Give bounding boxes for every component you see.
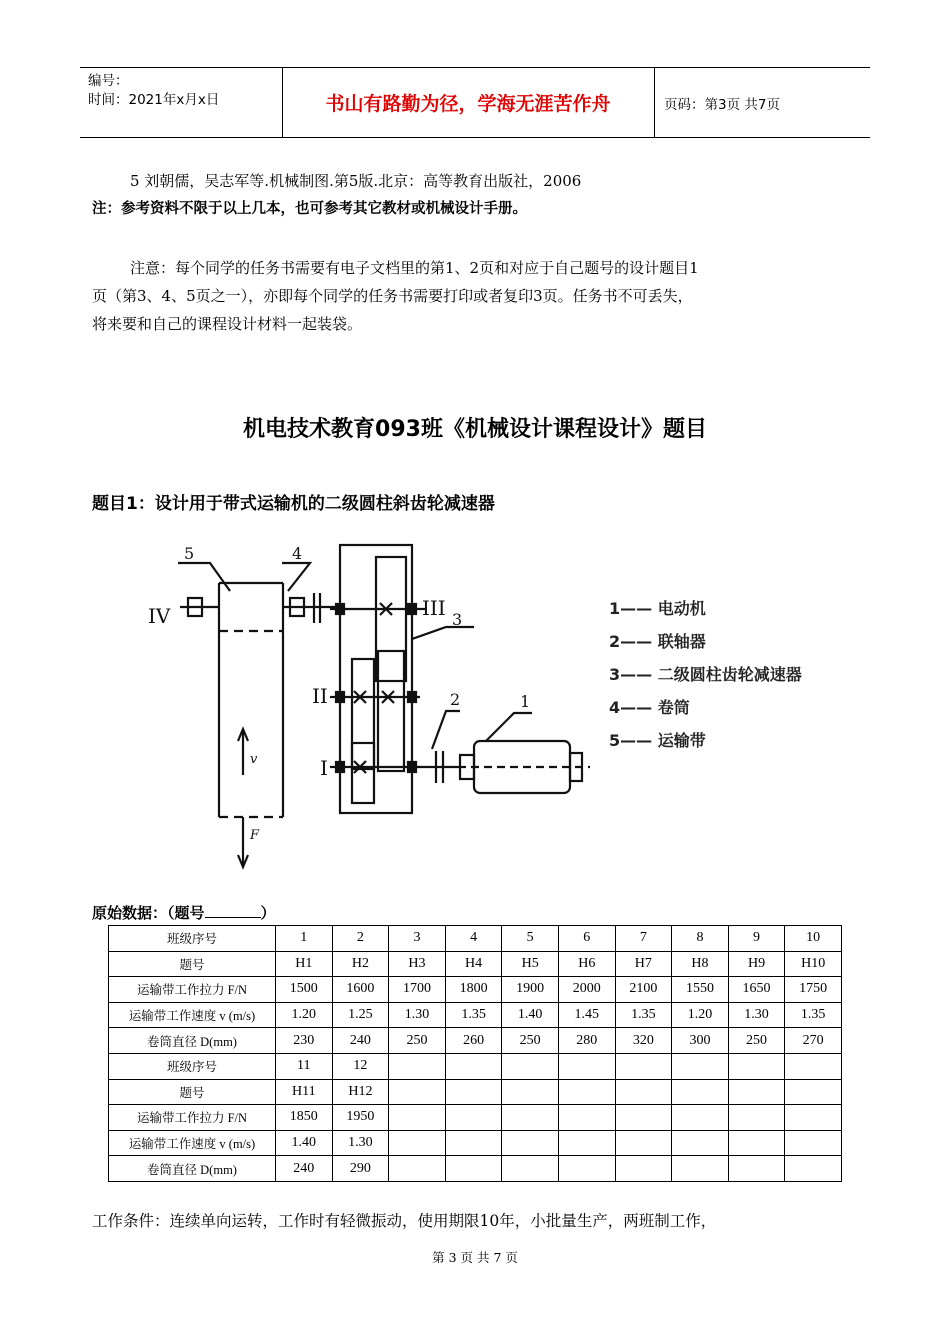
serial-label: 编号：: [88, 73, 129, 89]
table-cell: H3: [389, 951, 446, 977]
table-cell: [615, 1079, 672, 1105]
header-meta: [88, 72, 219, 110]
force-row: [109, 1105, 842, 1131]
parameters-table: [108, 925, 842, 1182]
label-5: 5: [184, 544, 195, 563]
table-cell: 1500: [276, 977, 333, 1003]
page-footer: 第 3 页 共 7 页: [432, 1250, 518, 1265]
table-cell: 1.20: [276, 1002, 333, 1028]
table-cell: 11: [276, 1053, 333, 1079]
table-cell: H10: [785, 951, 842, 977]
leader-4: [282, 563, 310, 591]
legend-item: 2—— 联轴器: [609, 632, 706, 651]
table-cell: H8: [672, 951, 729, 977]
row-label: 题号: [109, 951, 276, 977]
label-2: 2: [450, 690, 461, 709]
table-cell: [558, 1053, 615, 1079]
table-cell: H2: [332, 951, 389, 977]
table-cell: 1950: [332, 1105, 389, 1131]
table-cell: H7: [615, 951, 672, 977]
table-cell: 1.35: [445, 1002, 502, 1028]
table-cell: [445, 1053, 502, 1079]
table-cell: 1.35: [785, 1002, 842, 1028]
table-cell: [389, 1079, 446, 1105]
table-cell: 1550: [672, 977, 729, 1003]
table-cell: 1900: [502, 977, 559, 1003]
table-cell: [615, 1156, 672, 1182]
table-cell: H6: [558, 951, 615, 977]
table-cell: 2: [332, 926, 389, 952]
leader-5: [178, 563, 230, 591]
table-cell: 250: [389, 1028, 446, 1054]
legend-item: 1—— 电动机: [609, 599, 706, 618]
table-cell: [389, 1130, 446, 1156]
table-cell: 8: [672, 926, 729, 952]
row-label: 题号: [109, 1079, 276, 1105]
table-cell: [558, 1079, 615, 1105]
table-cell: H1: [276, 951, 333, 977]
label-shaft-III: III: [422, 596, 446, 620]
table-cell: 3: [389, 926, 446, 952]
notice-line-2: 页（第3、4、5页之一），亦即每个同学的任务书需要打印或者复印3页。任务书不可丢失，: [92, 287, 693, 305]
table-cell: 270: [785, 1028, 842, 1054]
row-label: 运输带工作拉力 F/N: [109, 977, 276, 1003]
header-divider: [654, 68, 655, 137]
header-page-info: 页码：第3页 共7页: [664, 96, 780, 113]
class-no-row: [109, 1053, 842, 1079]
table-cell: 12: [332, 1053, 389, 1079]
table-cell: 250: [728, 1028, 785, 1054]
label-shaft-II: II: [312, 684, 328, 708]
label-shaft-I: I: [320, 756, 328, 780]
table-cell: H4: [445, 951, 502, 977]
label-3: 3: [452, 610, 463, 629]
table-cell: 1.30: [332, 1130, 389, 1156]
diameter-row: [109, 1028, 842, 1054]
table-cell: [672, 1105, 729, 1131]
table-cell: [615, 1105, 672, 1131]
legend-item: 5—— 运输带: [609, 731, 706, 750]
speed-row: [109, 1130, 842, 1156]
table-cell: 240: [276, 1156, 333, 1182]
topic-number-blank: [205, 903, 261, 918]
data-section-label: [92, 902, 276, 923]
topic-1-title: 题目1：设计用于带式运输机的二级圆柱斜齿轮减速器: [92, 494, 495, 514]
table-cell: [558, 1105, 615, 1131]
speed-row: [109, 1002, 842, 1028]
table-cell: [445, 1079, 502, 1105]
table-cell: [728, 1079, 785, 1105]
row-label: 运输带工作速度 v (m/s): [109, 1002, 276, 1028]
table-cell: 260: [445, 1028, 502, 1054]
table-cell: [502, 1079, 559, 1105]
table-cell: 6: [558, 926, 615, 952]
row-label: 运输带工作速度 v (m/s): [109, 1130, 276, 1156]
table-cell: 1850: [276, 1105, 333, 1131]
topic-no-row: [109, 951, 842, 977]
table-cell: [502, 1105, 559, 1131]
table-cell: [558, 1130, 615, 1156]
label-1: 1: [520, 692, 531, 711]
table-cell: 10: [785, 926, 842, 952]
table-cell: [502, 1156, 559, 1182]
table-cell: 1800: [445, 977, 502, 1003]
label-shaft-IV: IV: [148, 604, 171, 628]
label-F: F: [250, 828, 260, 843]
label-4: 4: [292, 544, 303, 563]
table-cell: 240: [332, 1028, 389, 1054]
data-label-text: 原始数据：（题号: [92, 904, 205, 922]
table-cell: 1.30: [389, 1002, 446, 1028]
table-cell: [672, 1156, 729, 1182]
row-label: 班级序号: [109, 926, 276, 952]
table-cell: [785, 1053, 842, 1079]
table-cell: 280: [558, 1028, 615, 1054]
table-cell: 1700: [389, 977, 446, 1003]
page-title: 机电技术教育093班《机械设计课程设计》题目: [243, 417, 707, 442]
table-cell: [785, 1105, 842, 1131]
table-cell: [672, 1079, 729, 1105]
table-cell: [728, 1130, 785, 1156]
date-label: 时间：2021年x月x日: [88, 92, 220, 108]
table-cell: [445, 1130, 502, 1156]
table-cell: [445, 1156, 502, 1182]
table-cell: [672, 1130, 729, 1156]
table-cell: 1.25: [332, 1002, 389, 1028]
leader-1: [486, 713, 532, 741]
table-cell: 1.45: [558, 1002, 615, 1028]
work-conditions: 工作条件：连续单向运转，工作时有轻微振动，使用期限10年，小批量生产，两班制工作，: [92, 1212, 717, 1230]
table-cell: H5: [502, 951, 559, 977]
legend-item: 4—— 卷筒: [609, 698, 690, 717]
table-cell: [502, 1053, 559, 1079]
table-cell: [672, 1053, 729, 1079]
row-label: 卷筒直径 D(mm): [109, 1028, 276, 1054]
table-cell: 1600: [332, 977, 389, 1003]
table-cell: 5: [502, 926, 559, 952]
table-cell: [502, 1130, 559, 1156]
diameter-row: [109, 1156, 842, 1182]
notice-line-3: 将来要和自己的课程设计材料一起装袋。: [92, 315, 363, 333]
row-label: 班级序号: [109, 1053, 276, 1079]
table-cell: [728, 1053, 785, 1079]
table-cell: 320: [615, 1028, 672, 1054]
table-cell: 250: [502, 1028, 559, 1054]
table-cell: 1650: [728, 977, 785, 1003]
table-cell: 7: [615, 926, 672, 952]
table-cell: [615, 1130, 672, 1156]
page-header: [80, 67, 870, 138]
table-cell: 1.20: [672, 1002, 729, 1028]
reference-note: 注：参考资料不限于以上几本，也可参考其它教材或机械设计手册。: [92, 201, 527, 217]
table-cell: 1.40: [276, 1130, 333, 1156]
table-cell: [728, 1156, 785, 1182]
table-cell: 1: [276, 926, 333, 952]
transmission-diagram: [140, 535, 620, 875]
table-cell: 2000: [558, 977, 615, 1003]
notice-line-1: 注意：每个同学的任务书需要有电子文档里的第1、2页和对应于自己题号的设计题目1: [130, 259, 699, 277]
table-cell: [389, 1156, 446, 1182]
table-cell: [785, 1130, 842, 1156]
table-cell: [389, 1105, 446, 1131]
table-cell: [389, 1053, 446, 1079]
table-cell: 2100: [615, 977, 672, 1003]
table-cell: H12: [332, 1079, 389, 1105]
leader-2: [432, 711, 460, 749]
row-label: 卷筒直径 D(mm): [109, 1156, 276, 1182]
table-cell: [615, 1053, 672, 1079]
table-cell: 300: [672, 1028, 729, 1054]
table-cell: 290: [332, 1156, 389, 1182]
force-row: [109, 977, 842, 1003]
table-cell: 230: [276, 1028, 333, 1054]
header-motto: 书山有路勤为径，学海无涯苦作舟: [325, 93, 611, 115]
table-cell: 9: [728, 926, 785, 952]
table-cell: H11: [276, 1079, 333, 1105]
label-v: v: [250, 752, 258, 767]
table-cell: 1750: [785, 977, 842, 1003]
table-cell: [445, 1105, 502, 1131]
data-label-close: ）: [260, 904, 276, 922]
table-cell: 1.30: [728, 1002, 785, 1028]
table-cell: [558, 1156, 615, 1182]
row-label: 运输带工作拉力 F/N: [109, 1105, 276, 1131]
table-cell: H9: [728, 951, 785, 977]
table-cell: [728, 1105, 785, 1131]
table-cell: 1.35: [615, 1002, 672, 1028]
table-cell: 1.40: [502, 1002, 559, 1028]
reference-5: 5 刘朝儒，吴志军等.机械制图.第5版.北京：高等教育出版社，2006: [130, 172, 582, 190]
table-cell: 4: [445, 926, 502, 952]
class-no-row: [109, 926, 842, 952]
leader-3: [412, 627, 474, 639]
topic-no-row: [109, 1079, 842, 1105]
table-cell: [785, 1156, 842, 1182]
table-cell: [785, 1079, 842, 1105]
legend-item: 3—— 二级圆柱齿轮减速器: [609, 665, 802, 684]
